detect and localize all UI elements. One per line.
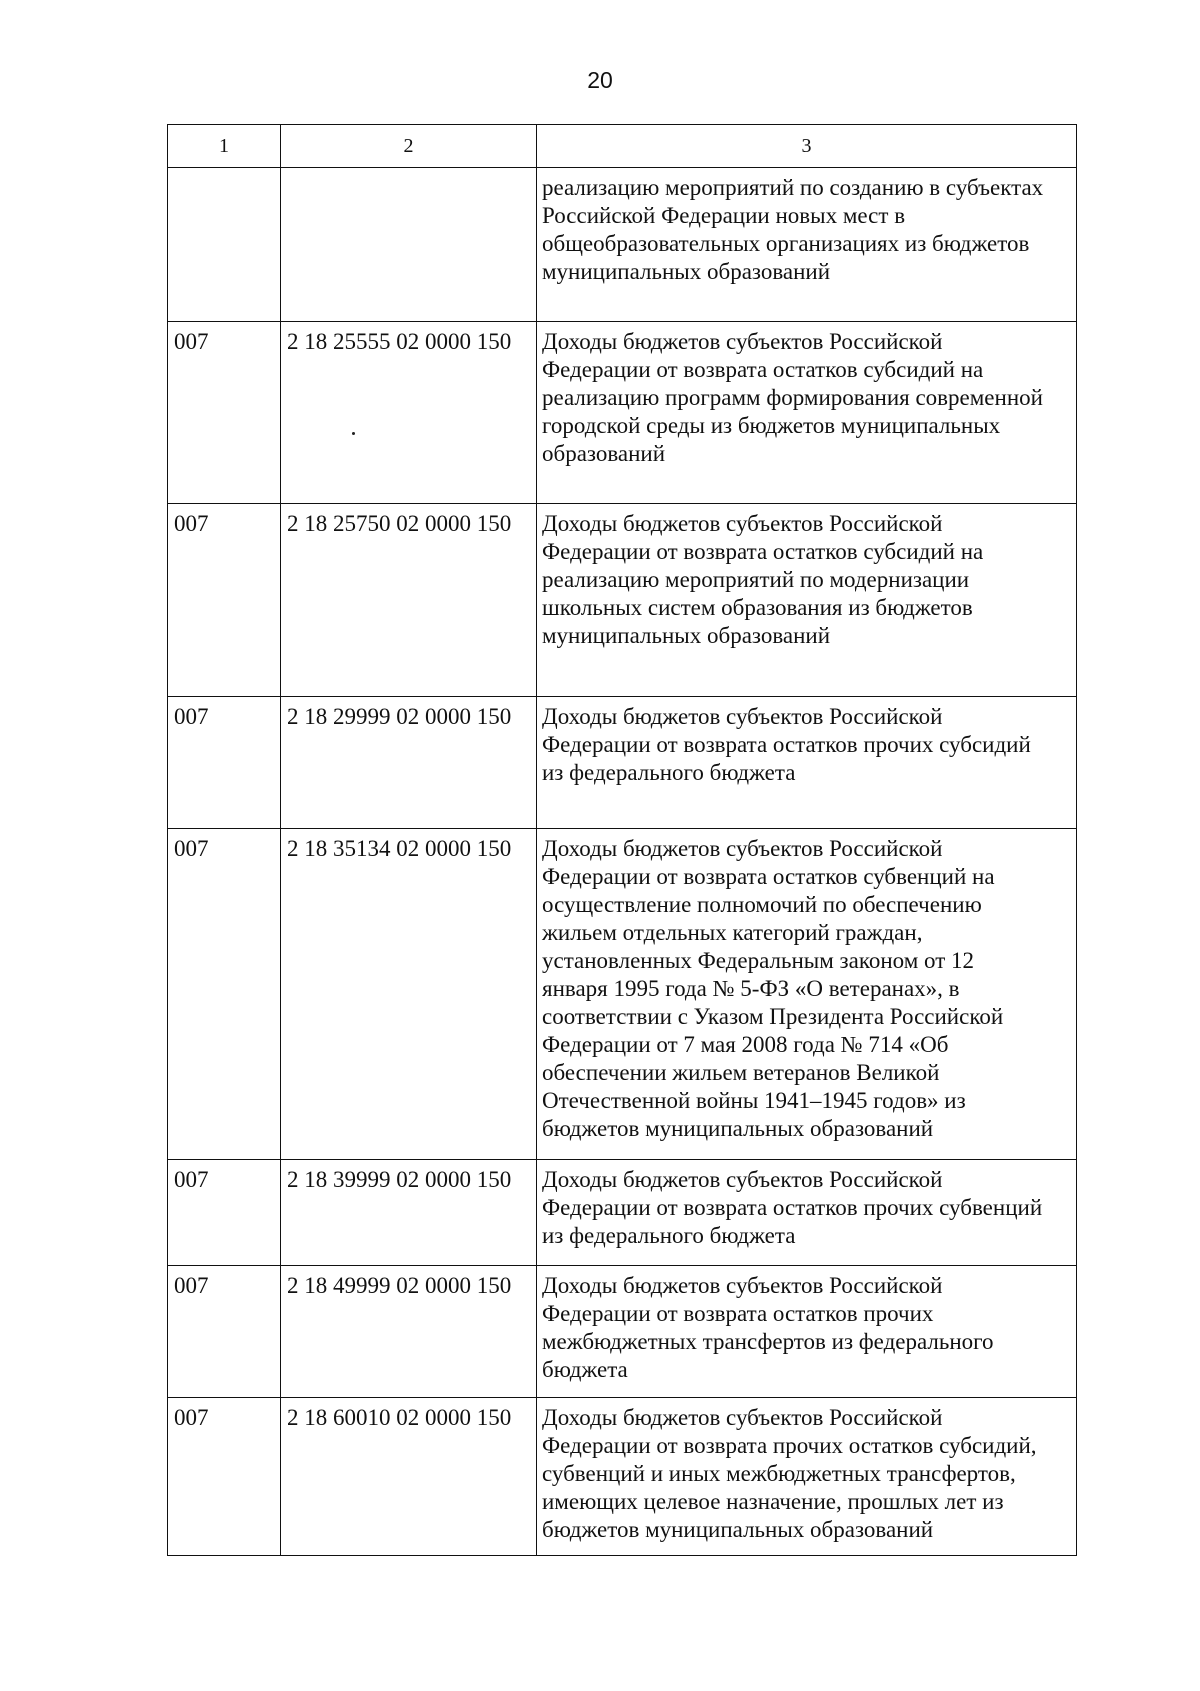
description-line: образований xyxy=(542,441,666,466)
description-cell xyxy=(537,168,1077,322)
description-line: из федерального бюджета xyxy=(542,1223,796,1248)
scan-speck xyxy=(352,432,355,435)
column-number-2: 2 xyxy=(281,125,537,168)
description-line: соответствии с Указом Президента Российской xyxy=(542,1004,1004,1029)
table-row xyxy=(168,168,1077,322)
description-line: из федерального бюджета xyxy=(542,760,796,785)
description-line: Федерации от возврата остатков субсидий на xyxy=(542,357,984,382)
description-line: Федерации от возврата остатков субвенций на xyxy=(542,864,995,889)
description-line: жильем отдельных категорий граждан, xyxy=(542,920,923,945)
description-line: Доходы бюджетов субъектов Российской xyxy=(542,1405,943,1430)
description-line: Российской Федерации новых мест в xyxy=(542,203,906,228)
description-line: бюджетов муниципальных образований xyxy=(542,1116,934,1141)
table-row xyxy=(168,697,1077,829)
admin-code-cell: 007 xyxy=(168,1160,281,1266)
description-cell xyxy=(537,322,1077,504)
admin-code-cell: 007 xyxy=(168,1266,281,1398)
table-header-row xyxy=(168,125,1077,168)
description-cell xyxy=(537,1398,1077,1556)
admin-code-cell: 007 xyxy=(168,697,281,829)
description-line: Доходы бюджетов субъектов Российской xyxy=(542,836,943,861)
description-cell xyxy=(537,1266,1077,1398)
description-line: городской среды из бюджетов муниципальных xyxy=(542,413,1001,438)
description-line: установленных Федеральным законом от 12 xyxy=(542,948,975,973)
description-line: Федерации от возврата остатков прочих субсидий xyxy=(542,732,1031,757)
description-line: реализацию мероприятий по модернизации xyxy=(542,567,970,592)
table-row xyxy=(168,322,1077,504)
description-line: Федерации от возврата остатков прочих xyxy=(542,1301,934,1326)
budget-codes-table xyxy=(167,124,1077,1556)
income-code-cell: 2 18 35134 02 0000 150 xyxy=(281,829,537,1160)
description-line: реализацию мероприятий по созданию в субъектах xyxy=(542,175,1044,200)
description-line: Федерации от 7 мая 2008 года № 714 «Об xyxy=(542,1032,949,1057)
income-code-cell: 2 18 39999 02 0000 150 xyxy=(281,1160,537,1266)
description-line: Доходы бюджетов субъектов Российской xyxy=(542,1273,943,1298)
income-code-cell xyxy=(281,168,537,322)
description-line: общеобразовательных организациях из бюджетов xyxy=(542,231,1030,256)
income-code-cell: 2 18 49999 02 0000 150 xyxy=(281,1266,537,1398)
admin-code-cell xyxy=(168,168,281,322)
table-row xyxy=(168,1398,1077,1556)
description-line: обеспечении жильем ветеранов Великой xyxy=(542,1060,940,1085)
description-line: Федерации от возврата остатков прочих субвенций xyxy=(542,1195,1043,1220)
description-line: Доходы бюджетов субъектов Российской xyxy=(542,1167,943,1192)
description-line: Доходы бюджетов субъектов Российской xyxy=(542,704,943,729)
income-code-cell: 2 18 25750 02 0000 150 xyxy=(281,504,537,697)
description-line: субвенций и иных межбюджетных трансфертов, xyxy=(542,1461,1016,1486)
column-number-3: 3 xyxy=(537,125,1077,168)
column-number-1: 1 xyxy=(168,125,281,168)
description-line: Доходы бюджетов субъектов Российской xyxy=(542,511,943,536)
description-line: бюджета xyxy=(542,1357,628,1382)
income-code-cell: 2 18 25555 02 0000 150 xyxy=(281,322,537,504)
admin-code-cell: 007 xyxy=(168,322,281,504)
description-line: реализацию программ формирования современной xyxy=(542,385,1043,410)
description-cell xyxy=(537,504,1077,697)
description-line: бюджетов муниципальных образований xyxy=(542,1517,934,1542)
description-line: Доходы бюджетов субъектов Российской xyxy=(542,329,943,354)
income-code-cell: 2 18 60010 02 0000 150 xyxy=(281,1398,537,1556)
page-number: 20 xyxy=(587,67,613,93)
description-cell xyxy=(537,829,1077,1160)
description-line: Отечественной войны 1941–1945 годов» из xyxy=(542,1088,966,1113)
table-row xyxy=(168,1160,1077,1266)
admin-code-cell: 007 xyxy=(168,504,281,697)
admin-code-cell: 007 xyxy=(168,829,281,1160)
description-line: Федерации от возврата остатков субсидий на xyxy=(542,539,984,564)
description-line: школьных систем образования из бюджетов xyxy=(542,595,973,620)
admin-code-cell: 007 xyxy=(168,1398,281,1556)
description-line: Федерации от возврата прочих остатков субсидий, xyxy=(542,1433,1037,1458)
income-code-cell: 2 18 29999 02 0000 150 xyxy=(281,697,537,829)
table-row xyxy=(168,504,1077,697)
description-line: имеющих целевое назначение, прошлых лет из xyxy=(542,1489,1004,1514)
description-cell xyxy=(537,1160,1077,1266)
description-line: муниципальных образований xyxy=(542,259,831,284)
description-cell xyxy=(537,697,1077,829)
description-line: осуществление полномочий по обеспечению xyxy=(542,892,982,917)
description-line: межбюджетных трансфертов из федерального xyxy=(542,1329,994,1354)
table-row xyxy=(168,829,1077,1160)
table-row xyxy=(168,1266,1077,1398)
description-line: муниципальных образований xyxy=(542,623,831,648)
description-line: января 1995 года № 5-ФЗ «О ветеранах», в xyxy=(542,976,960,1001)
